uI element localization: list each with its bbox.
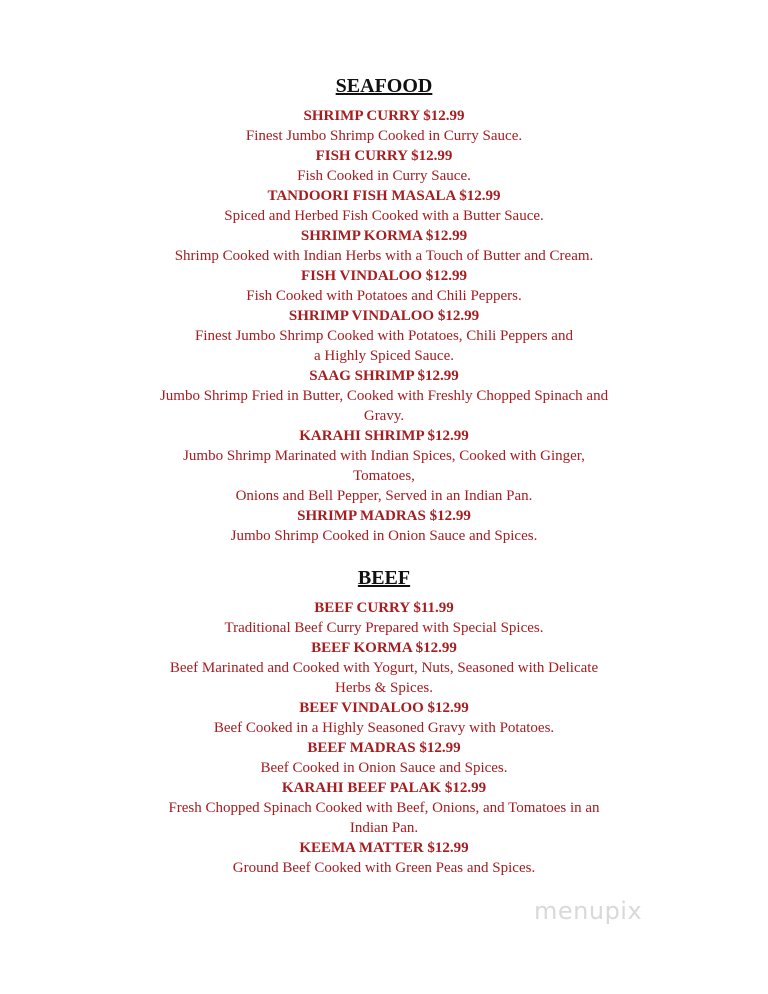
menu-item-desc: Gravy. <box>363 408 405 424</box>
menu-item-desc: Tomatoes, <box>353 468 415 484</box>
menu-item-name: KARAHI BEEF PALAK $12.99 <box>281 780 487 796</box>
menu-item-desc: Finest Jumbo Shrimp Cooked with Potatoes, Chili Peppers and <box>195 328 573 344</box>
menu-item-desc: Beef Cooked in Onion Sauce and Spices. <box>260 760 508 776</box>
menu-item-desc: Fresh Chopped Spinach Cooked with Beef, Onions, and Tomatoes in an <box>168 800 600 816</box>
menu-item-name: FISH CURRY $12.99 <box>315 148 453 164</box>
menu-item-name: SHRIMP CURRY $12.99 <box>303 108 465 124</box>
menu-item-name: KEEMA MATTER $12.99 <box>299 840 469 856</box>
menu-item-desc: Traditional Beef Curry Prepared with Special Spices. <box>224 620 544 636</box>
menu-item-desc: Jumbo Shrimp Fried in Butter, Cooked with Freshly Chopped Spinach and <box>159 388 609 404</box>
menu-item-name: SAAG SHRIMP $12.99 <box>309 368 459 384</box>
menu-item-name: BEEF VINDALOO $12.99 <box>299 700 469 716</box>
menu-item-desc: Shrimp Cooked with Indian Herbs with a Touch of Butter and Cream. <box>174 248 594 264</box>
menu-item-name: TANDOORI FISH MASALA $12.99 <box>267 188 501 204</box>
menu-item-name: BEEF CURRY $11.99 <box>314 600 454 616</box>
watermark-logo: menupix <box>534 897 643 925</box>
menu-item-desc: Jumbo Shrimp Cooked in Onion Sauce and Spices. <box>230 528 538 544</box>
menu-item-desc: Indian Pan. <box>349 820 419 836</box>
menu-item-name: SHRIMP VINDALOO $12.99 <box>288 308 480 324</box>
menu-item-name: FISH VINDALOO $12.99 <box>301 268 467 284</box>
menu-item-desc: Spiced and Herbed Fish Cooked with a Butter Sauce. <box>224 208 544 224</box>
menu-item-desc: Fish Cooked in Curry Sauce. <box>297 168 471 184</box>
menu-item-desc: Onions and Bell Pepper, Served in an Indian Pan. <box>235 488 533 504</box>
menu-item-desc: Beef Cooked in a Highly Seasoned Gravy with Potatoes. <box>213 720 555 736</box>
menu-item-desc: Fish Cooked with Potatoes and Chili Peppers. <box>246 288 522 304</box>
section-title-seafood: SEAFOOD <box>335 75 433 97</box>
menu-item-name: BEEF MADRAS $12.99 <box>307 740 461 756</box>
menu-item-desc: Ground Beef Cooked with Green Peas and Spices. <box>232 860 536 876</box>
menu-item-desc: Jumbo Shrimp Marinated with Indian Spices, Cooked with Ginger, <box>183 448 585 464</box>
menu-item-desc: a Highly Spiced Sauce. <box>314 348 454 364</box>
section-title-beef: BEEF <box>357 567 411 589</box>
menu-item-desc: Beef Marinated and Cooked with Yogurt, Nuts, Seasoned with Delicate <box>169 660 599 676</box>
menu-item-name: SHRIMP MADRAS $12.99 <box>297 508 471 524</box>
menu-item-name: SHRIMP KORMA $12.99 <box>300 228 468 244</box>
menu-item-name: KARAHI SHRIMP $12.99 <box>299 428 469 444</box>
menu-item-desc: Finest Jumbo Shrimp Cooked in Curry Sauce. <box>245 128 523 144</box>
menu-item-name: BEEF KORMA $12.99 <box>311 640 457 656</box>
menu-item-desc: Herbs & Spices. <box>335 680 433 696</box>
